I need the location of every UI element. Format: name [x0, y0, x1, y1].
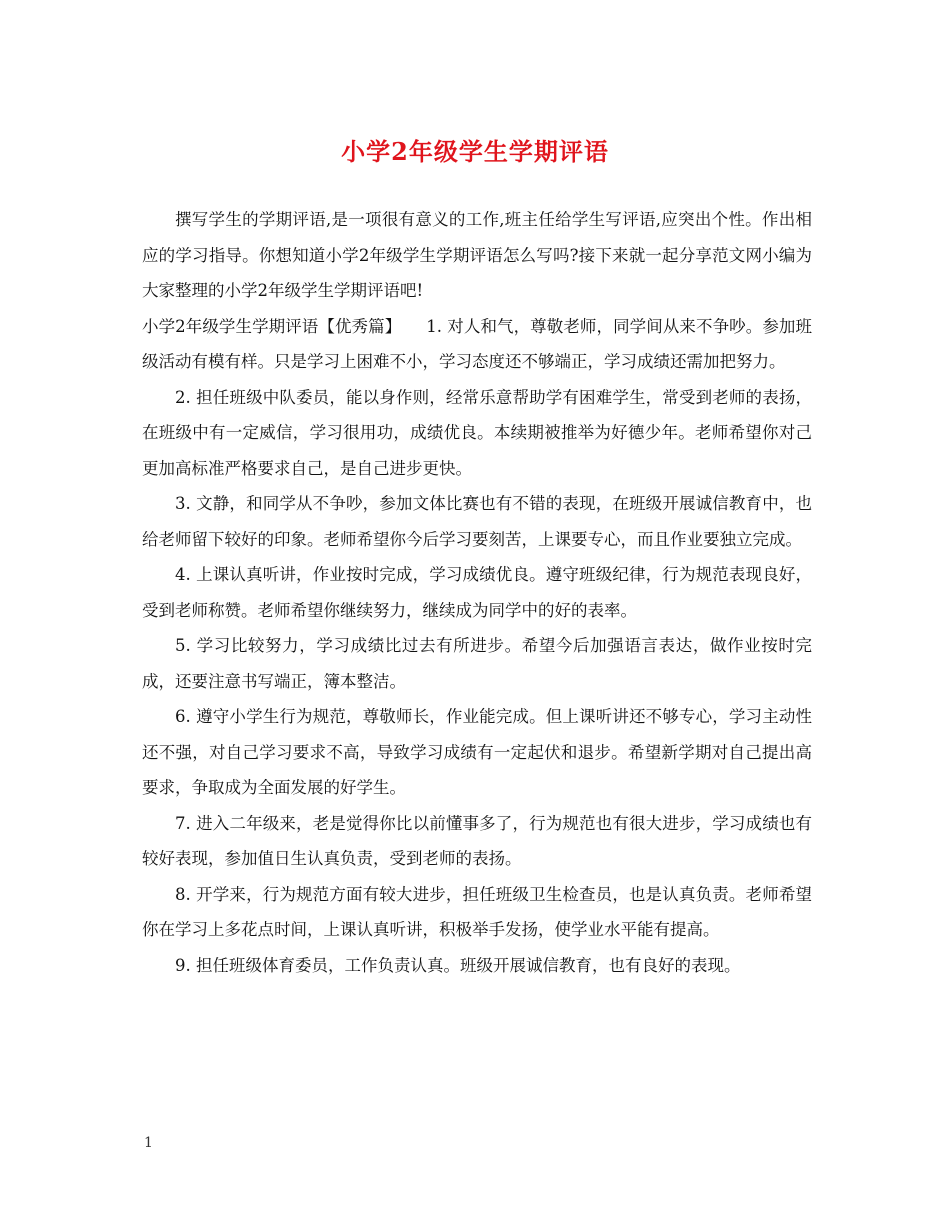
document-body [142, 202, 812, 983]
page-number: 1 [144, 1135, 153, 1151]
comment-paragraph-4: 4. 上课认真听讲，作业按时完成，学习成绩优良。遵守班级纪律，行为规范表现良好，受到老师称赞。老师希望你继续努力，继续成为同学中的好的表率。 [142, 565, 812, 620]
comment-paragraph-5: 5. 学习比较努力，学习成绩比过去有所进步。希望今后加强语言表达，做作业按时完成，还要注意书写端正，簿本整洁。 [142, 636, 812, 691]
comment-paragraph-6: 6. 遵守小学生行为规范，尊敬师长，作业能完成。但上课听讲还不够专心，学习主动性还不强，对自己学习要求不高，导致学习成绩有一定起伏和退步。希望新学期对自己提出高要求，争取成为全面发展的好学生。 [142, 707, 812, 797]
document-title: 小学2年级学生学期评语 [341, 137, 609, 166]
comment-paragraph-2: 2. 担任班级中队委员，能以身作则，经常乐意帮助学有困难学生，常受到老师的表扬，在班级中有一定威信，学习很用功，成绩优良。本续期被推举为好德少年。老师希望你对己更加高标准严格要求自己，是自己进步更快。 [142, 387, 812, 478]
intro-paragraph: 撰写学生的学期评语,是一项很有意义的工作,班主任给学生写评语,应突出个性。作出相应的学习指导。你想知道小学2年级学生学期评语怎么写吗?接下来就一起分享范文网小编为大家整理的小学2年级学生学期评语吧! [142, 210, 812, 300]
comment-paragraph-8: 8. 开学来，行为规范方面有较大进步，担任班级卫生检查员，也是认真负责。老师希望你在学习上多花点时间，上课认真听讲，积极举手发扬，使学业水平能有提高。 [142, 884, 812, 939]
comment-paragraph-1: 小学2年级学生学期评语【优秀篇】 1. 对人和气，尊敬老师，同学间从来不争吵。参加班级活动有模有样。只是学习上困难不小，学习态度还不够端正，学习成绩还需加把努力。 [142, 316, 812, 371]
comment-paragraph-7: 7. 进入二年级来，老是觉得你比以前懂事多了，行为规范也有很大进步，学习成绩也有较好表现，参加值日生认真负责，受到老师的表扬。 [142, 813, 812, 868]
comment-paragraph-9: 9. 担任班级体育委员，工作负责认真。班级开展诚信教育，也有良好的表现。 [175, 955, 741, 975]
comment-paragraph-3: 3. 文静，和同学从不争吵，参加文体比赛也有不错的表现，在班级开展诚信教育中，也给老师留下较好的印象。老师希望你今后学习要刻苦，上课要专心，而且作业要独立完成。 [142, 494, 812, 549]
